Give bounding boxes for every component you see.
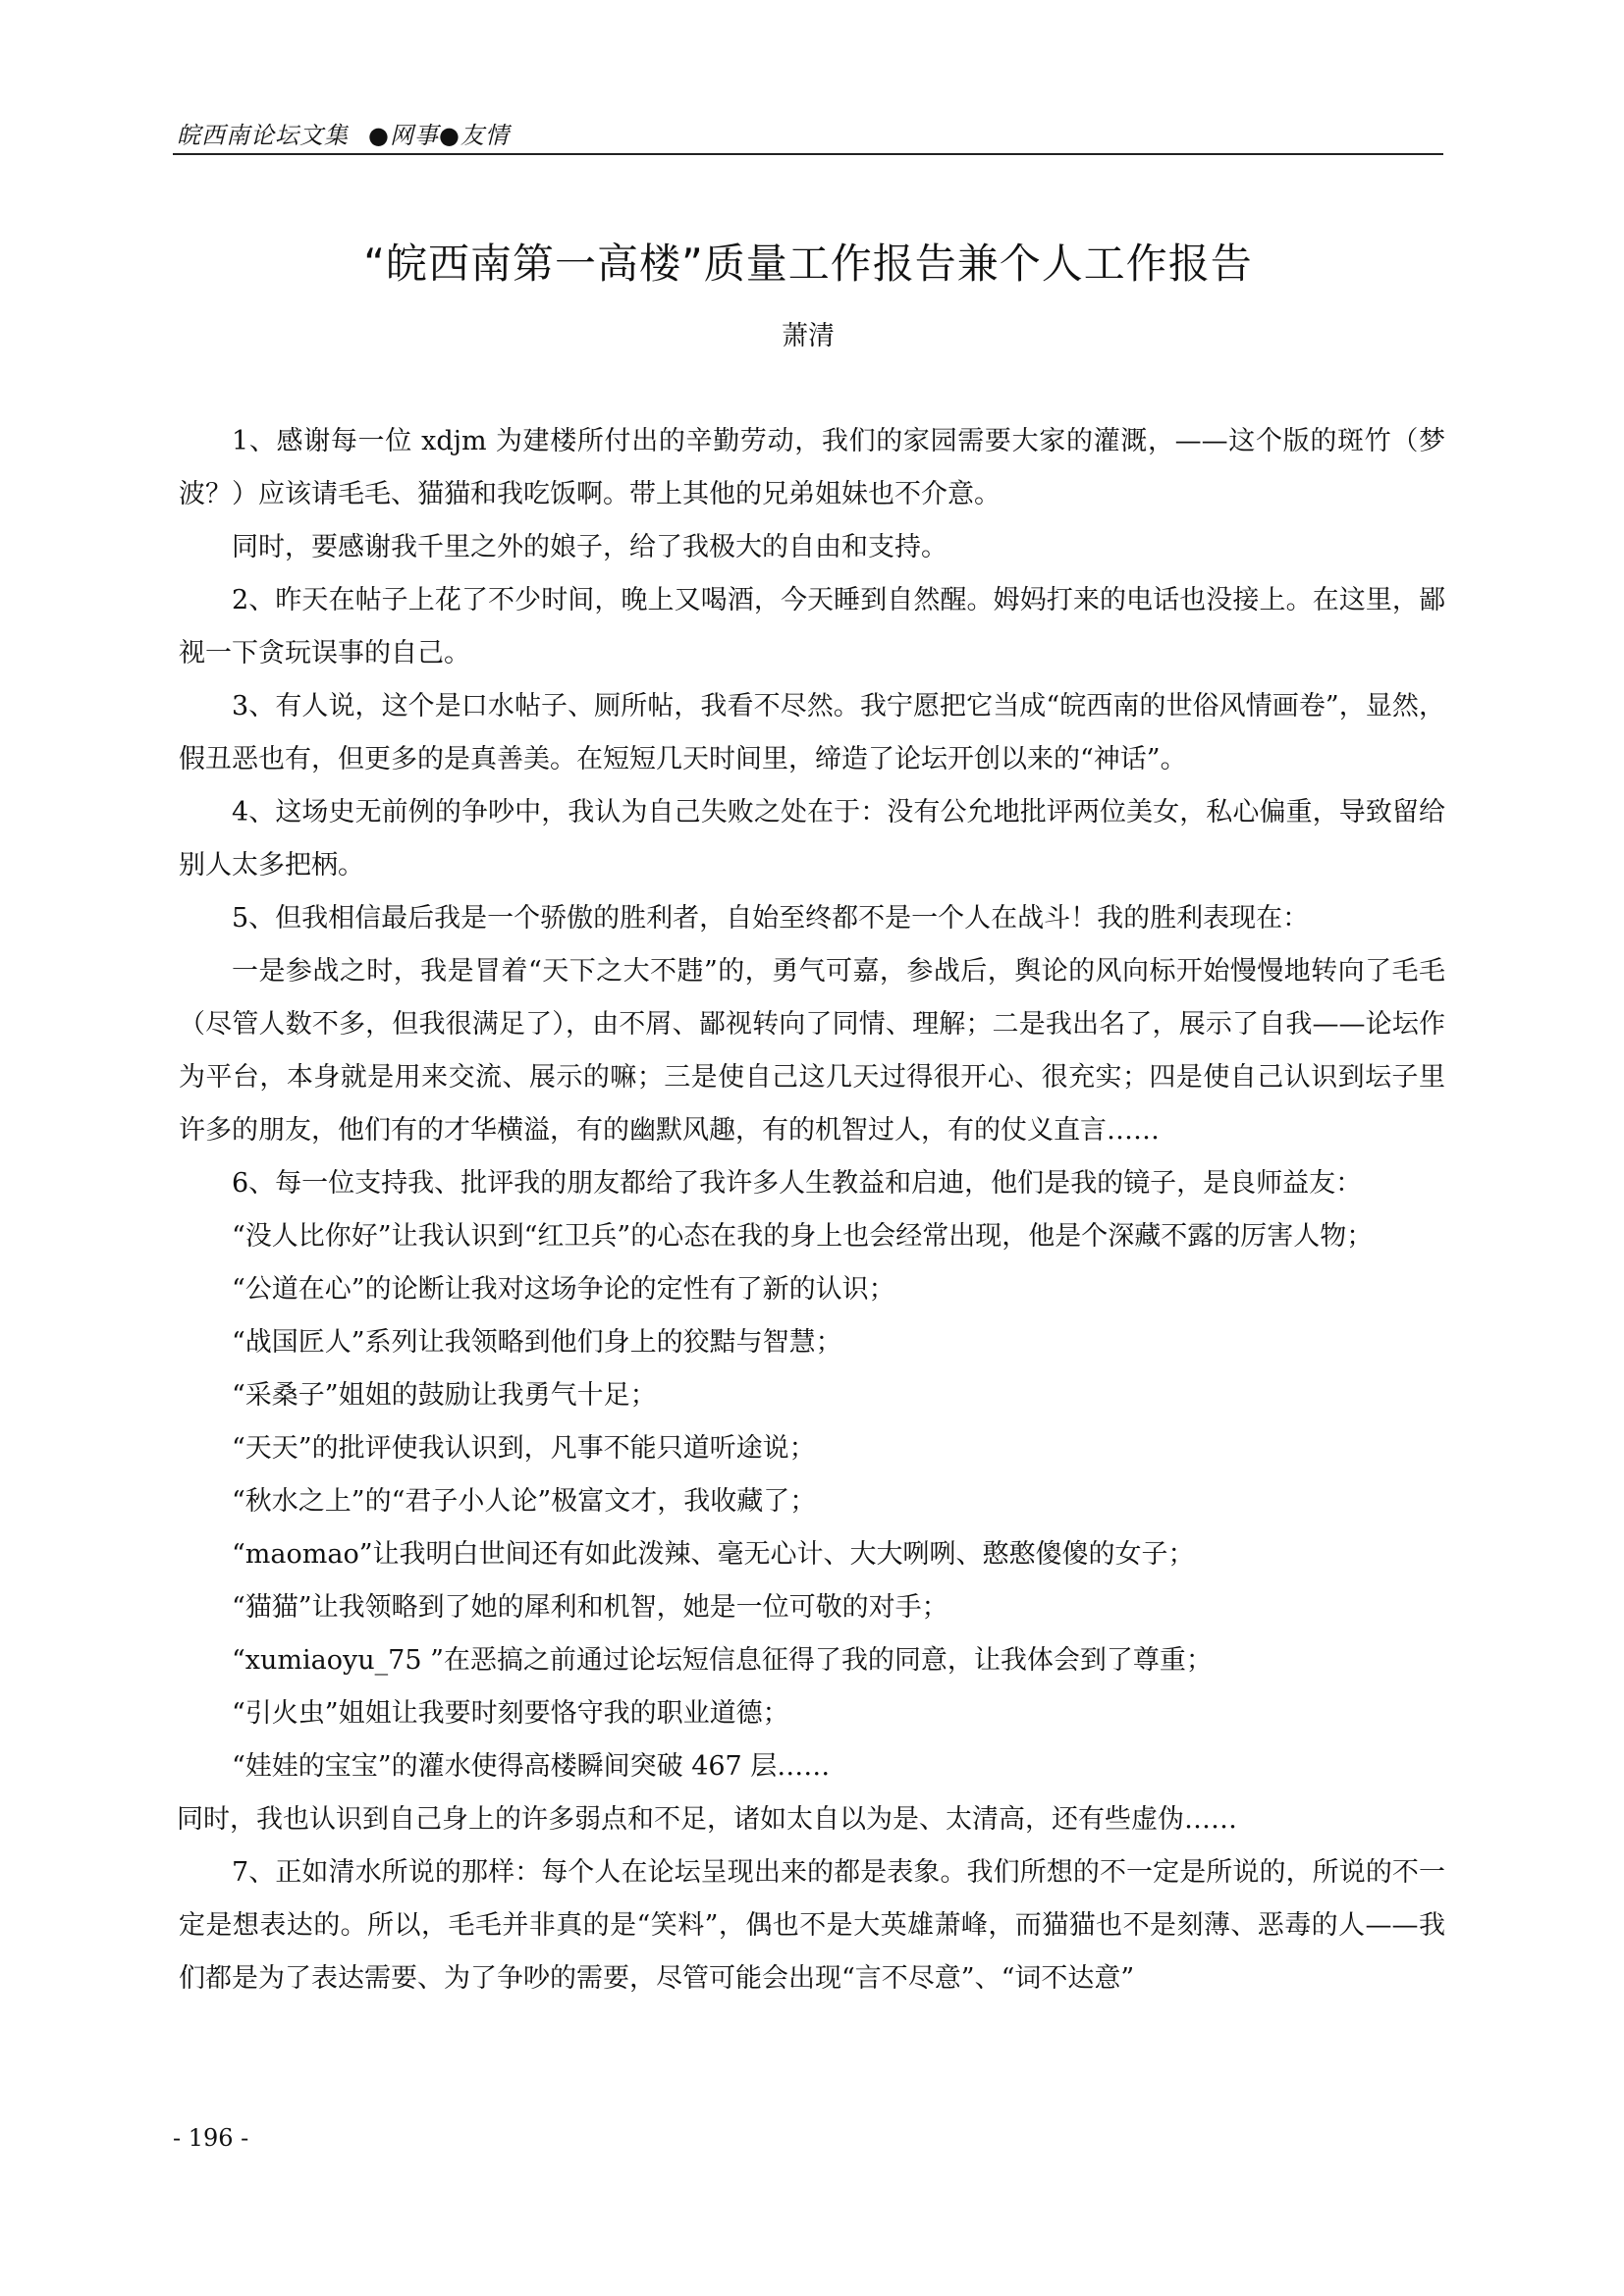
running-header-text (177, 116, 510, 150)
article-title: “皖西南第一高楼”质量工作报告兼个人工作报告 (363, 240, 1253, 288)
collection-name: 皖西南论坛文集 (177, 122, 349, 149)
paragraph-14: “秋水之上”的“君子小人论”极富文才，我收藏了； (232, 1486, 817, 1517)
paragraph-4: 3、有人说，这个是口水帖子、厕所帖，我看不尽然。我宁愿把它当成“皖西南的世俗风情画卷”，显然，假丑恶也有，但更多的是真善美。在短短几天时间里，缔造了论坛开创以来的“神话”。 (179, 691, 1445, 774)
paragraph-17: “xumiaoyu_75 ”在恶搞之前通过论坛短信息征得了我的同意，让我体会到了尊重； (232, 1645, 1213, 1676)
paragraph-21: 7、正如清水所说的那样：每个人在论坛呈现出来的都是表象。我们所想的不一定是所说的，所说的不一定是想表达的。所以，毛毛并非真的是“笑料”，偶也不是大英雄萧峰，而猫猫也不是刻薄、恶毒的人——我们都是为了表达需要、为了争吵的需要，尽管可能会出现“言不尽意”、“词不达意” (179, 1857, 1445, 1994)
paragraph-16: “猫猫”让我领略到了她的犀利和机智，她是一位可敬的对手； (232, 1592, 948, 1623)
running-header (173, 114, 1443, 155)
paragraph-7: 一是参战之时，我是冒着“天下之大不韪”的，勇气可嘉，参战后，舆论的风向标开始慢慢地转向了毛毛（尽管人数不多，但我很满足了），由不屑、鄙视转向了同情、理解；二是我出名了，展示了自我——论坛作为平台，本身就是用来交流、展示的嘛；三是使自己这几天过得很开心、很充实；四是使自己认识到坛子里许多的朋友，他们有的才华横溢，有的幽默风趣，有的机智过人，有的仗义直言…… (179, 956, 1445, 1146)
paragraph-5: 4、这场史无前例的争吵中，我认为自己失败之处在于：没有公允地批评两位美女，私心偏重，导致留给别人太多把柄。 (179, 797, 1445, 881)
paragraph-3: 2、昨天在帖子上花了不少时间，晚上又喝酒，今天睡到自然醒。姆妈打来的电话也没接上。在这里，鄙视一下贪玩误事的自己。 (179, 585, 1445, 668)
paragraph-8: 6、每一位支持我、批评我的朋友都给了我许多人生教益和启迪，他们是我的镜子，是良师益友： (232, 1168, 1363, 1199)
section-name: ●网事●友情 (368, 122, 510, 149)
paragraph-9: “没人比你好”让我认识到“红卫兵”的心态在我的身上也会经常出现，他是个深藏不露的厉害人物； (232, 1221, 1374, 1252)
paragraph-11: “战国匠人”系列让我领略到他们身上的狡黠与智慧； (232, 1327, 842, 1358)
page-number: - 196 - (173, 2124, 249, 2152)
paragraph-18: “引火虫”姐姐让我要时刻要恪守我的职业道德； (232, 1698, 789, 1729)
paragraph-6: 5、但我相信最后我是一个骄傲的胜利者，自始至终都不是一个人在战斗！我的胜利表现在： (232, 903, 1310, 934)
article-author: 萧清 (782, 321, 835, 351)
article-body (179, 415, 1445, 2005)
paragraph-12: “采桑子”姐姐的鼓励让我勇气十足； (232, 1380, 657, 1411)
paragraph-1: 1、感谢每一位 xdjm 为建楼所付出的辛勤劳动，我们的家园需要大家的灌溉，——这个版的斑竹（梦波？）应该请毛毛、猫猫和我吃饭啊。带上其他的兄弟姐妹也不介意。 (179, 426, 1445, 509)
paragraph-15: “maomao”让我明白世间还有如此泼辣、毫无心计、大大咧咧、憨憨傻傻的女子； (232, 1539, 1195, 1570)
paragraph-2: 同时，要感谢我千里之外的娘子，给了我极大的自由和支持。 (232, 532, 947, 562)
paragraph-20: 同时，我也认识到自己身上的许多弱点和不足，诸如太自以为是、太清高，还有些虚伪…… (177, 1804, 1237, 1835)
paragraph-19: “娃娃的宝宝”的灌水使得高楼瞬间突破 467 层…… (232, 1751, 831, 1782)
paragraph-10: “公道在心”的论断让我对这场争论的定性有了新的认识； (232, 1274, 895, 1305)
paragraph-13: “天天”的批评使我认识到，凡事不能只道听途说； (232, 1433, 816, 1464)
